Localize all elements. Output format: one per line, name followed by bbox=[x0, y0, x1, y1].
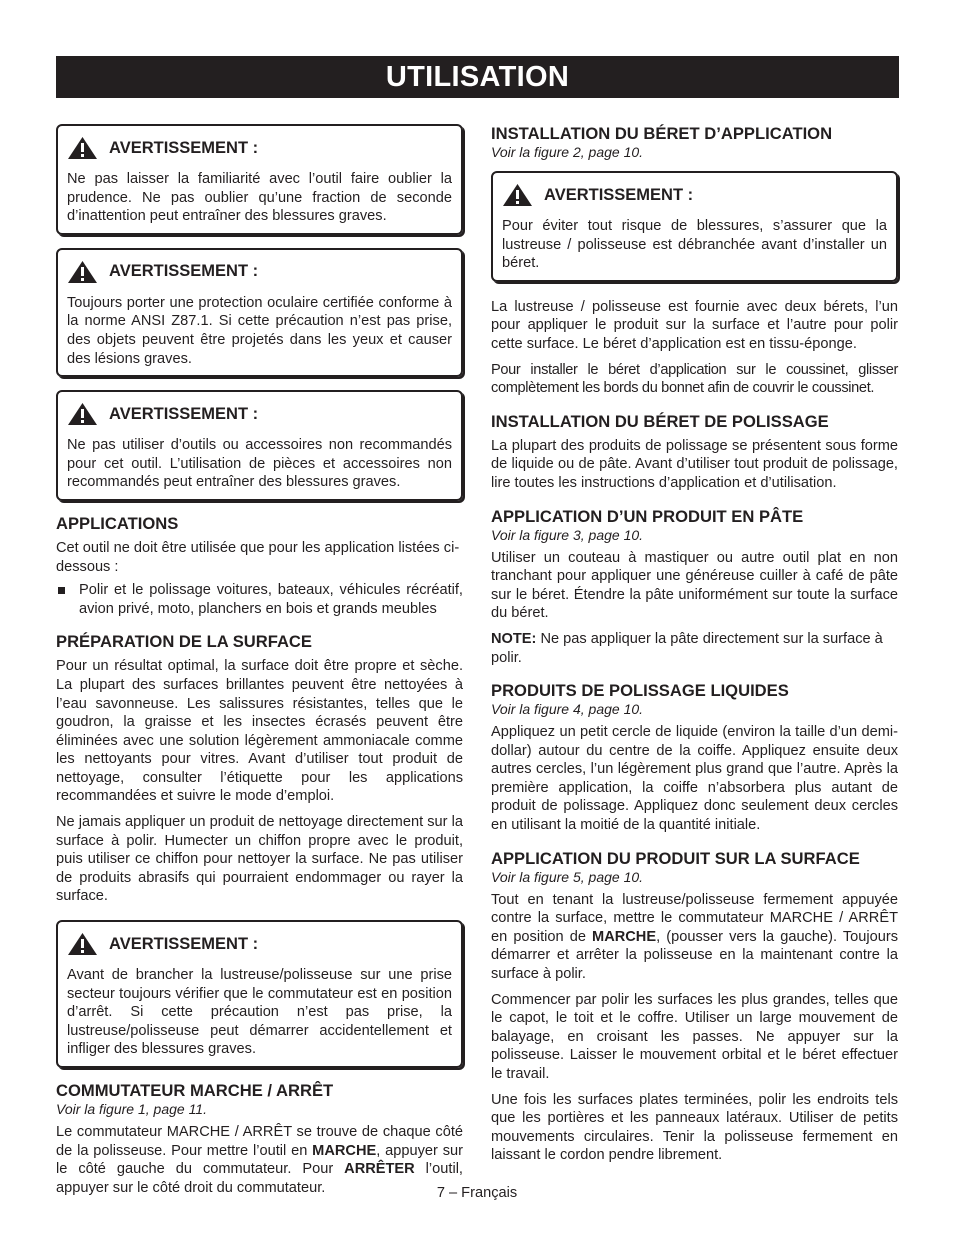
warning-triangle-icon bbox=[67, 402, 98, 426]
warning-triangle-icon bbox=[502, 183, 533, 207]
warning-box bbox=[491, 171, 898, 282]
warning-text: Ne pas utiliser d’outils ou accessoires non recommandés pour cet outil. L’utilisation de pièces et accessoires non recommandés peut entraîner des blessures graves. bbox=[67, 437, 452, 491]
section-heading: APPLICATION DU PRODUIT SUR LA SURFACE bbox=[491, 848, 860, 868]
warning-triangle-icon bbox=[67, 136, 98, 160]
paste-section bbox=[491, 507, 898, 668]
figure-reference: Voir la figure 2, page 10. bbox=[491, 144, 644, 160]
paragraph: Ne jamais appliquer un produit de nettoyage directement sur la surface à polir. Humecter un chiffon propre avec le produit, puis utiliser ce chiffon pour nettoyer la surface. Ne pas utiliser de produits abrasifs qui pourraient endommager ou rayer la surface. bbox=[56, 814, 463, 905]
bonnet-application-section bbox=[491, 124, 898, 398]
applications-section bbox=[56, 514, 463, 618]
figure-reference: Voir la figure 5, page 10. bbox=[491, 868, 644, 885]
warning-label: AVERTISSEMENT : bbox=[109, 138, 259, 157]
section-heading: APPLICATIONS bbox=[56, 513, 179, 533]
paragraph: Tout en tenant la lustreuse/polisseuse fermement appuyée contre la surface, mettre le commutateur MARCHE / ARRÊT en position de MARCHE, (pousser vers la gauche). Toujours démarrer et arrêter la polisseuse en la maintenant contre la surface à polir. bbox=[491, 891, 898, 983]
warning-text: Avant de brancher la lustreuse/polisseuse sur une prise secteur toujours vérifier que le commutateur est en position d’arrêt. Si cette précaution n’est pas prise, la lustreuse/polisseuse peut démarrer accidentellement et infliger des blessures graves. bbox=[67, 967, 452, 1058]
paragraph: Une fois les surfaces plates terminées, polir les endroits tels que les portières et les panneaux latéraux. Utiliser de petits mouvements circulaires. Tenir la polisseuse fermement en laissant le cordon pendre librement. bbox=[491, 1091, 898, 1164]
paragraph: Utiliser un couteau à mastiquer ou autre outil plat en non tranchant pour appliquer une généreuse cuiller à café de pâte sur le béret. Étendre la pâte uniformément sur toute la surface du béret. bbox=[491, 549, 898, 622]
warning-box bbox=[56, 920, 463, 1068]
warning-text: Ne pas laisser la familiarité avec l’outil faire oublier la prudence. Ne pas oublier qu’une fraction de seconde d’inattention peut entraîner des blessures graves. bbox=[67, 171, 452, 225]
warning-label: AVERTISSEMENT : bbox=[544, 185, 694, 204]
warning-triangle-icon bbox=[67, 260, 98, 284]
paragraph: La plupart des produits de polissage se présentent sous forme de liquide ou de pâte. Avant d’utiliser tout produit de polissage, lire toutes les instructions d’application et d’utilisation. bbox=[491, 437, 898, 491]
warning-box bbox=[56, 124, 463, 235]
figure-reference: Voir la figure 3, page 10. bbox=[491, 526, 644, 543]
page-title: UTILISATION bbox=[56, 56, 899, 98]
paragraph: Appliquez un petit cercle de liquide (environ la taille d’un demi-dollar) autour du centre de la coiffe. Appliquez ensuite deux autres cercles, l’un légèrement plus grand que l’autre. Après la première application, la coiffe n’absorbera plus autant de produit de polissage. Appliquez donc seulement deux cercles en utilisant la moitié de la quantité initiale. bbox=[491, 724, 898, 834]
warning-label: AVERTISSEMENT : bbox=[109, 934, 259, 953]
note: NOTE: Ne pas appliquer la pâte directement sur la surface à polir. bbox=[491, 630, 883, 666]
bullet-square-icon bbox=[58, 587, 65, 594]
right-column bbox=[491, 124, 898, 1165]
section-heading: INSTALLATION DU BÉRET D’APPLICATION bbox=[491, 124, 833, 143]
figure-reference: Voir la figure 4, page 10. bbox=[491, 701, 644, 718]
paragraph: Cet outil ne doit être utilisée que pour les application listées ci-dessous : bbox=[56, 539, 460, 575]
liquid-section bbox=[491, 681, 898, 835]
page-number: 7 – Français bbox=[436, 1185, 518, 1201]
warning-box bbox=[56, 390, 463, 501]
figure-reference: Voir la figure 1, page 11. bbox=[56, 1101, 207, 1117]
section-heading: INSTALLATION DU BÉRET DE POLISSAGE bbox=[491, 411, 829, 431]
bonnet-polishing-section bbox=[491, 412, 898, 493]
list-item: Polir et le polissage voitures, bateaux, véhicules récréatif, avion privé, moto, planchers en bois et grands meubles bbox=[56, 581, 463, 618]
warning-text: Toujours porter une protection oculaire certifiée conforme à la norme ANSI Z87.1. Si cette précaution n’est pas prise, des objets peuvent être projetés dans les yeux et causer des lésions graves. bbox=[67, 294, 452, 367]
section-heading: APPLICATION D’UN PRODUIT EN PÂTE bbox=[491, 506, 804, 526]
warning-label: AVERTISSEMENT : bbox=[109, 404, 259, 423]
warning-label: AVERTISSEMENT : bbox=[109, 262, 259, 281]
preparation-section bbox=[56, 632, 463, 906]
warning-triangle-icon bbox=[67, 932, 98, 956]
section-heading: PRODUITS DE POLISSAGE LIQUIDES bbox=[491, 681, 789, 701]
left-column bbox=[56, 124, 463, 1197]
section-heading: COMMUTATEUR MARCHE / ARRÊT bbox=[56, 1081, 334, 1100]
warning-text: Pour éviter tout risque de blessures, s’assurer que la lustreuse / polisseuse est débranchée avant d’installer un béret. bbox=[502, 218, 887, 272]
warning-box bbox=[56, 248, 463, 377]
section-heading: PRÉPARATION DE LA SURFACE bbox=[56, 632, 312, 652]
paragraph: Pour un résultat optimal, la surface doit être propre et sèche. La plupart des surfaces brillantes peuvent être nettoyées à l’eau savonneuse. Les salissures résistantes, telles que le goudron, la graisse et les insectes écrasés peuvent être éliminées avec une solution légèrement ammoniacale comme les nettoyants pour vitres. Avant d’utiliser tout produit de nettoyage, consulter l’étiquette pour les applications recommandées et suivre le mode d’emploi. bbox=[56, 658, 463, 805]
switch-section bbox=[56, 1081, 463, 1197]
paragraph: Pour installer le béret d’application sur le coussinet, glisser complètement les bords du bonnet afin de couvrir le coussinet. bbox=[491, 361, 898, 397]
surface-section bbox=[491, 849, 898, 1165]
paragraph: Le commutateur MARCHE / ARRÊT se trouve de chaque côté de la polisseuse. Pour mettre l’outil en MARCHE, appuyer sur le côté gauche du commutateur. Pour ARRÊTER l’outil, appuyer sur le côté droit du commutateur. bbox=[56, 1124, 463, 1196]
paragraph: La lustreuse / polisseuse est fournie avec deux bérets, l’un pour appliquer le produit sur la surface et l’autre pour polir cette surface. Le béret d’application est en tissu-éponge. bbox=[491, 298, 898, 352]
paragraph: Commencer par polir les surfaces les plus grandes, telles que le capot, le toit et le coffre. Utiliser un large mouvement de balayage, en croisant les passes. Ne appuyer sur la polisseuse. Laisser le mouvement orbital et le béret effectuer le travail. bbox=[491, 991, 898, 1082]
